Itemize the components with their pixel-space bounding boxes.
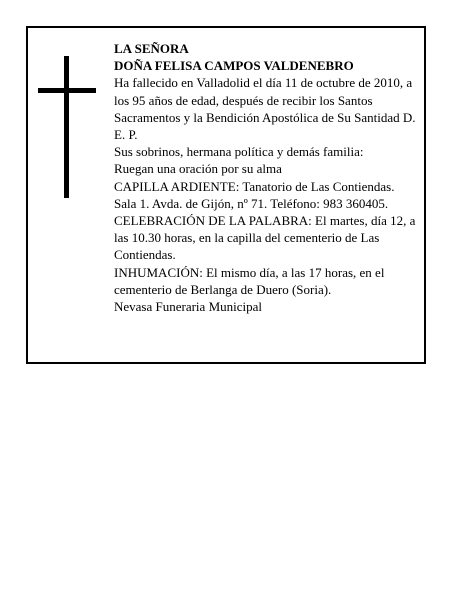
prayer-request: Ruegan una oración por su alma xyxy=(114,161,282,177)
celebration-info: CELEBRACIÓN DE LA PALABRA: El martes, día 12, a las 10.30 horas, en la capilla del cementerio de Las Contiendas. xyxy=(114,213,416,263)
notice-title: LA SEÑORA xyxy=(114,41,189,56)
deceased-name: DOÑA FELISA CAMPOS VALDENEBRO xyxy=(114,58,354,74)
family-line: Sus sobrinos, hermana política y demás familia: xyxy=(114,144,364,160)
chapel-info: CAPILLA ARDIENTE: Tanatorio de Las Contiendas. Sala 1. Avda. de Gijón, nº 71. Teléfono: 983 360405. xyxy=(114,178,395,211)
notice-text xyxy=(114,40,420,315)
death-announcement: Ha fallecido en Valladolid el día 11 de octubre de 2010, a los 95 años de edad, después de recibir los Santos Sacramentos y la Bendición Apostólica de Su Santidad D. E. P. xyxy=(114,75,416,143)
funeral-home: Nevasa Funeraria Municipal xyxy=(114,299,263,315)
cross-horizontal-bar xyxy=(38,88,96,93)
obituary-notice xyxy=(26,26,426,364)
cross-vertical-bar xyxy=(64,56,69,198)
cross-icon xyxy=(38,56,96,198)
burial-info: INHUMACIÓN: El mismo día, a las 17 horas, en el cementerio de Berlanga de Duero (Soria). xyxy=(114,264,385,297)
